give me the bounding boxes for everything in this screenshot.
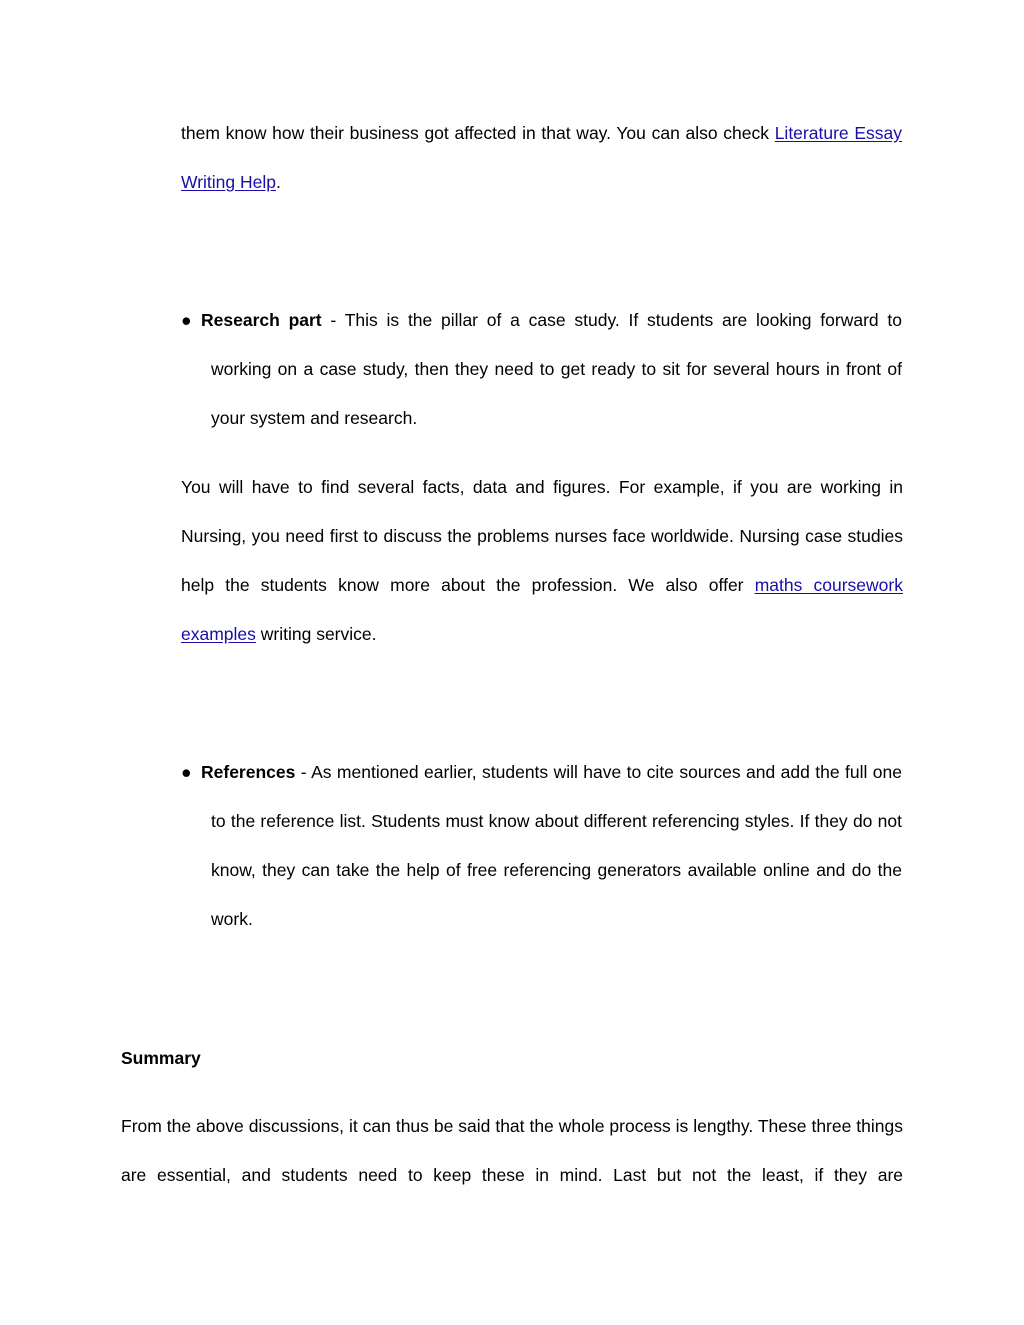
- research-detail-text: You will have to find several facts, data and figures. For example, if you are working in Nursing, you need first to discuss the problems nurses face worldwide. Nursing case studies help the students know more about the profession. We also offer: [181, 477, 903, 595]
- intro-text: them know how their business got affected in that way. You can also check: [181, 123, 775, 143]
- bullet-icon: ●: [181, 762, 192, 782]
- maths-coursework-link[interactable]: maths coursework examples: [181, 575, 903, 644]
- references-bullet-item: [181, 748, 902, 944]
- summary-text: From the above discussions, it can thus be said that the whole process is lengthy. These three things are essential, and students need to keep these in mind. Last but not the least, if they are: [121, 1116, 903, 1185]
- literature-essay-link[interactable]: Literature Essay Writing Help: [181, 123, 902, 192]
- summary-paragraph: [121, 1102, 903, 1200]
- bullet-icon: ●: [181, 310, 192, 330]
- intro-paragraph: [181, 109, 902, 207]
- intro-text-end: .: [276, 172, 281, 192]
- research-detail-text-end: writing service.: [255, 624, 377, 644]
- research-text: - This is the pillar of a case study. If students are looking forward to working on a case study, then they need to get ready to sit for several hours in front of your system and research.: [211, 310, 902, 428]
- references-label: References: [201, 762, 296, 782]
- research-bullet-item: [181, 296, 902, 443]
- references-text: - As mentioned earlier, students will have to cite sources and add the full one to the reference list. Students must know about different referencing styles. If they do not know, they can take the help of free referencing generators available online and do the work.: [211, 762, 902, 929]
- research-label: Research part: [201, 310, 322, 330]
- summary-heading: Summary: [121, 1048, 201, 1068]
- research-detail-paragraph: [181, 463, 903, 659]
